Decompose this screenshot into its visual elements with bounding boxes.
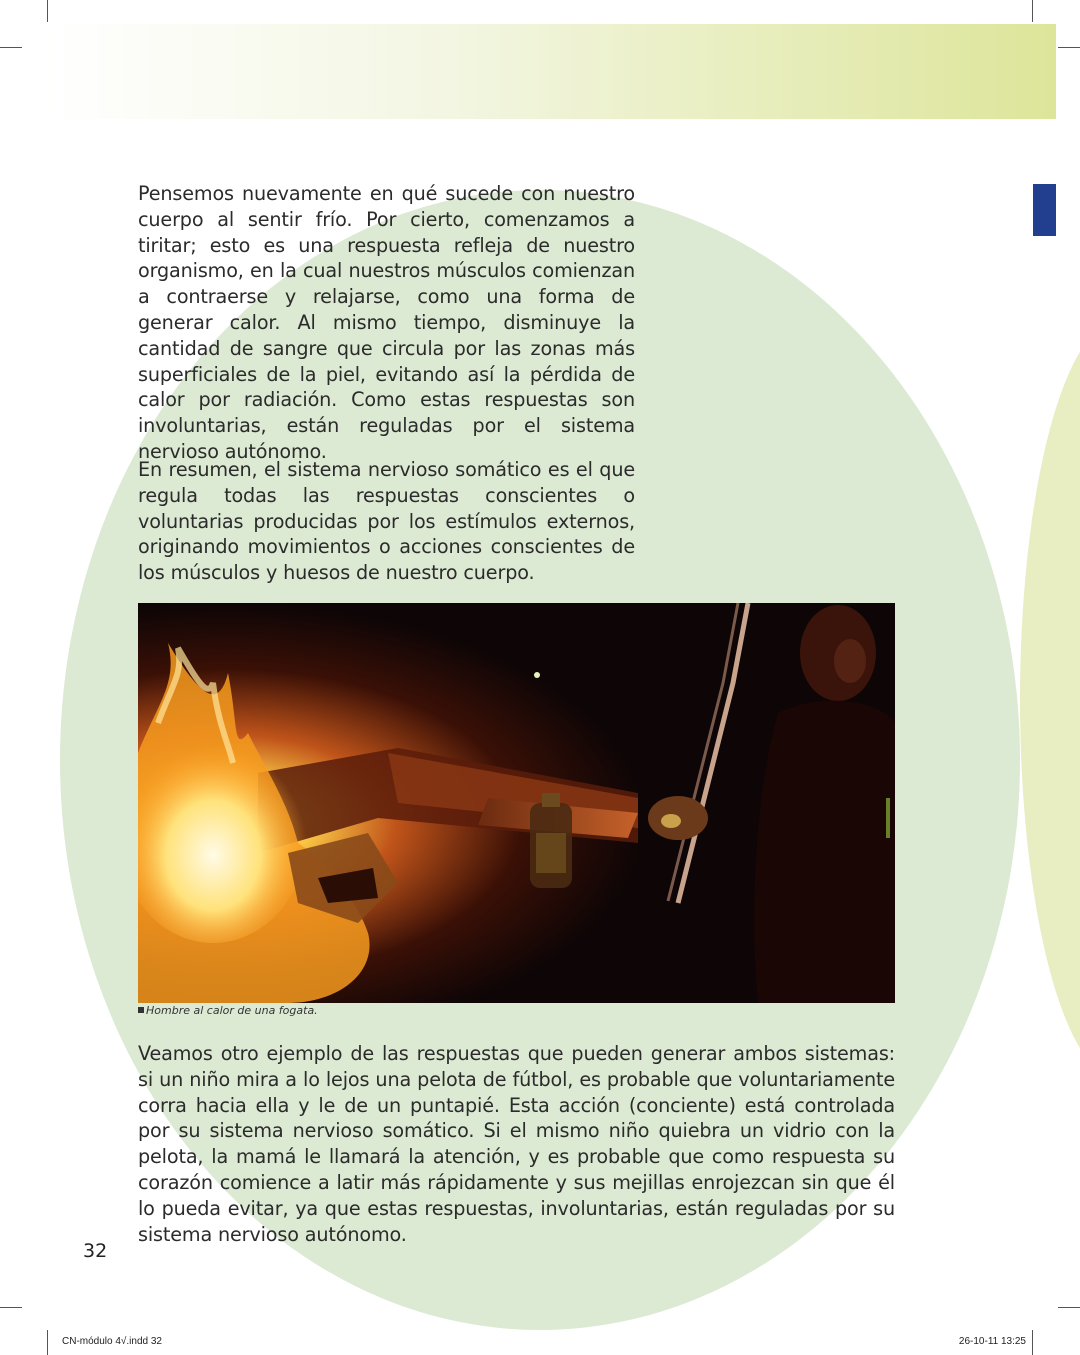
crop-mark xyxy=(1058,1307,1080,1308)
crop-mark xyxy=(1032,1330,1033,1355)
decorative-crescent xyxy=(1020,320,1080,1080)
crop-mark xyxy=(0,47,22,48)
caption-bullet xyxy=(138,1007,144,1013)
crop-mark xyxy=(47,0,48,22)
crop-mark xyxy=(1058,47,1080,48)
crop-mark xyxy=(47,1330,48,1355)
paragraph-cold-response: Pensemos nuevamente en qué sucede con nuestro cuerpo al sentir frío. Por cierto, comenzamos a tiritar; esto es una respuesta refleja de nuestro organismo, en la cual nuestros músculos comienzan a contraerse y relajarse, como una forma de generar calor. Al mismo tiempo, disminuye la cantidad de sangre que circula por las zonas más superficiales de la piel, evitando así la pérdida de calor por radiación. Como estas respuestas son involuntarias, están reguladas por el sistema nervioso autónomo. xyxy=(138,182,635,463)
crop-mark xyxy=(1032,0,1033,22)
header-band xyxy=(44,24,1056,119)
print-slug-date: 26-10-11 13:25 xyxy=(958,1336,1026,1347)
photo-caption xyxy=(138,1004,318,1017)
crop-mark xyxy=(0,1307,22,1308)
page-number: 32 xyxy=(83,1240,108,1262)
campfire-photo xyxy=(138,603,895,1003)
campfire-illustration xyxy=(138,603,895,1003)
print-slug-file: CN-módulo 4√.indd 32 xyxy=(62,1336,162,1347)
section-tab xyxy=(1033,184,1056,236)
paragraph-somatic-summary: En resumen, el sistema nervioso somático es el que regula todas las respuestas conscientes o voluntarias producidas por los estímulos externos, originando movimientos o acciones conscientes de los músculos y huesos de nuestro cuerpo. xyxy=(138,458,635,585)
paragraph-football-example: Veamos otro ejemplo de las respuestas que pueden generar ambos sistemas: si un niño mira a lo lejos una pelota de fútbol, es probable que voluntariamente corra hacia ella y le de un puntapié. Esta acción (conciente) está controlada por su sistema nervioso somático. Si el mismo niño quiebra un vidrio con la pelota, la mamá le llamará la atención, y es probable que como respuesta su corazón comience a latir más rápidamente y sus mejillas enrojezcan sin que él lo pueda evitar, ya que estas respuestas, involuntarias, están reguladas por su sistema nervioso autónomo. xyxy=(138,1042,895,1246)
caption-text: Hombre al calor de una fogata. xyxy=(146,1004,318,1017)
water-bottle xyxy=(530,793,572,888)
